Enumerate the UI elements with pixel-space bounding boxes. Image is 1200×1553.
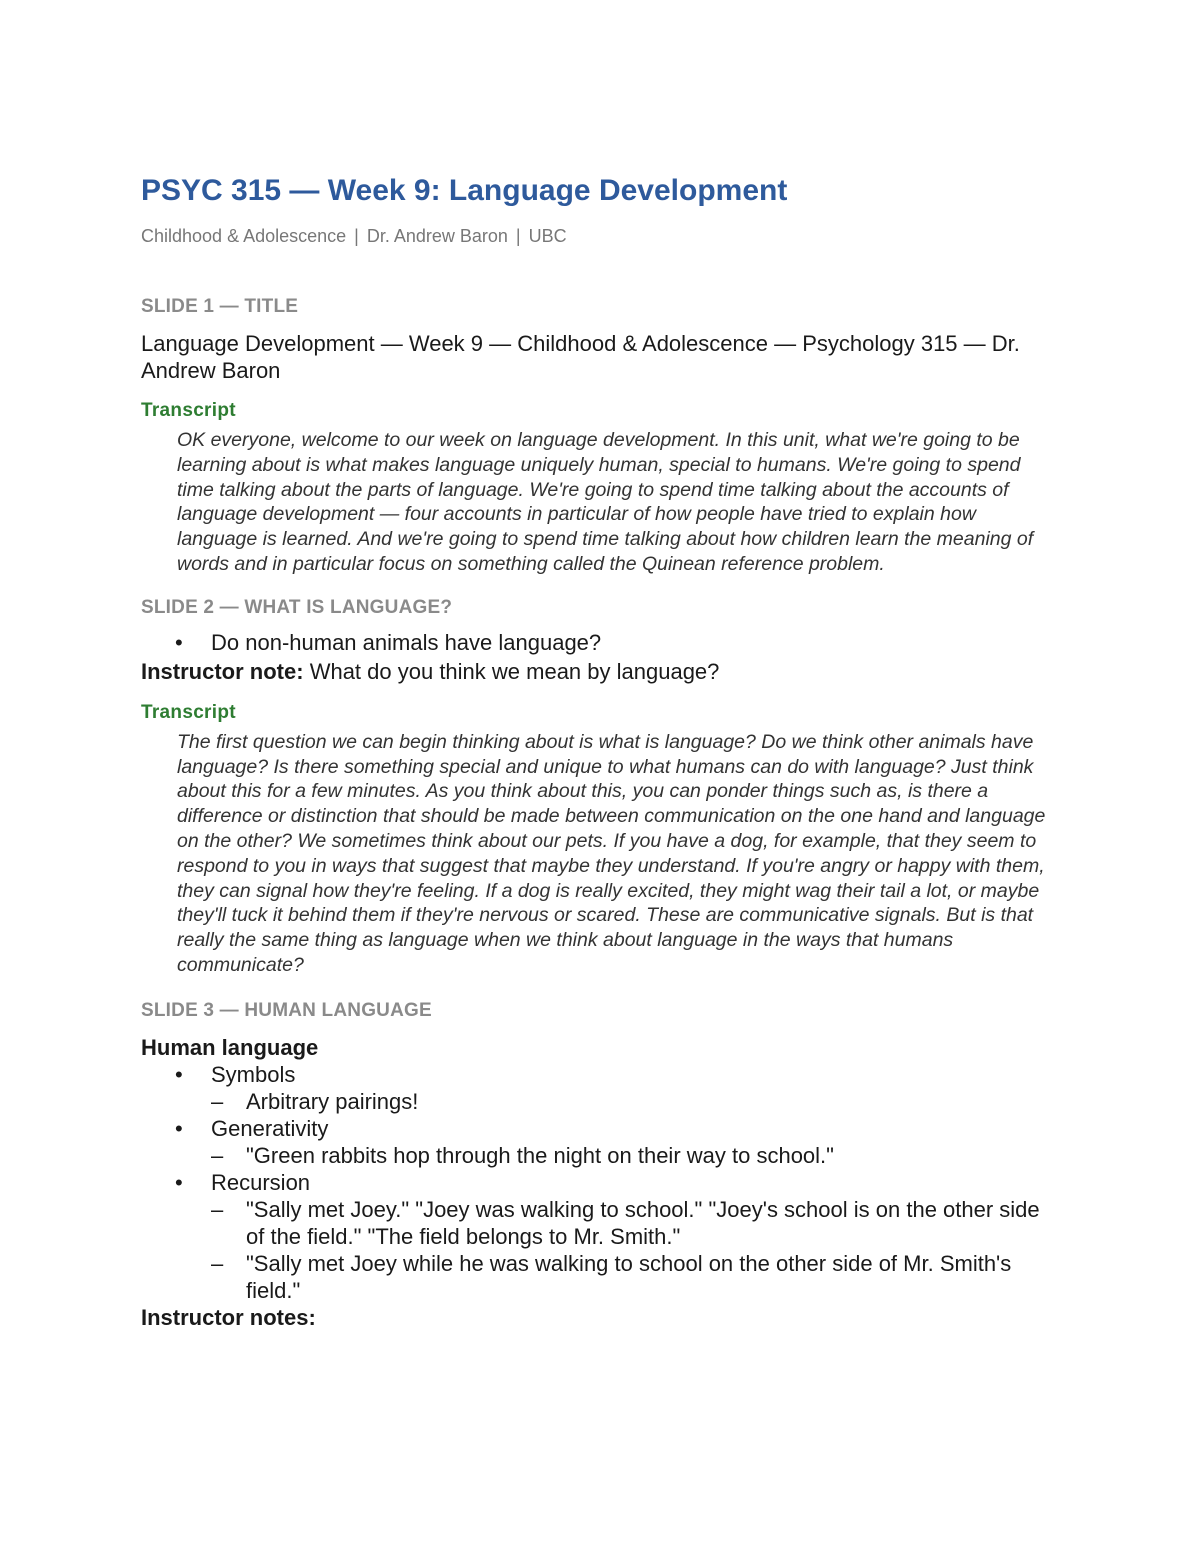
bullet-text: Symbols <box>211 1061 296 1087</box>
sub-item-text: "Green rabbits hop through the night on their way to school." <box>246 1142 834 1168</box>
bullet-text: Generativity <box>211 1115 329 1141</box>
subtitle-instructor: Dr. Andrew Baron <box>366 226 508 246</box>
dash-icon: – <box>211 1196 224 1222</box>
bullet-icon: • <box>175 1169 183 1195</box>
bullet-icon: • <box>175 1061 183 1087</box>
bullet-text: Recursion <box>211 1169 311 1195</box>
slide-3-heading: SLIDE 3 — HUMAN LANGUAGE <box>141 999 432 1021</box>
dash-icon: – <box>211 1142 224 1168</box>
slide-2-transcript-label: Transcript <box>141 701 236 723</box>
list-item <box>141 1061 1061 1088</box>
bullet-icon: • <box>175 629 183 655</box>
sub-item-text: "Sally met Joey." "Joey was walking to school." "Joey's school is on the other side of the field." "The field belongs to Mr. Smith." <box>246 1196 1040 1249</box>
subtitle-separator: | <box>354 226 359 246</box>
bullet-icon: • <box>175 1115 183 1141</box>
slide-1-transcript-label: Transcript <box>141 400 236 421</box>
slide-3-section <box>141 998 1061 1331</box>
slide-2-instructor-note <box>141 658 1061 686</box>
slide-3-instructor-notes-label: Instructor notes: <box>141 1304 316 1330</box>
subtitle-course: Childhood & Adolescence <box>141 226 347 246</box>
slide-3-bullet-list <box>141 1061 1061 1304</box>
slide-3-section-title: Human language <box>141 1034 319 1060</box>
sub-list-item <box>141 1250 1061 1304</box>
subtitle-institution: UBC <box>528 226 567 246</box>
slide-1-body: Language Development — Week 9 — Childhood & Adolescence — Psychology 315 — Dr. Andrew Baron <box>141 331 1020 383</box>
document-page <box>141 170 1061 1331</box>
subtitle-separator: | <box>515 226 521 246</box>
document-subtitle <box>141 224 1061 248</box>
slide-1-heading: SLIDE 1 — TITLE <box>141 296 299 317</box>
list-item <box>141 1169 1061 1196</box>
list-item <box>141 1115 1061 1142</box>
sub-item-text: "Sally met Joey while he was walking to school on the other side of Mr. Smith's field." <box>246 1250 1012 1303</box>
document-title: PSYC 315 — Week 9: Language Development <box>141 174 788 207</box>
dash-icon: – <box>211 1250 224 1276</box>
instructor-note-label: Instructor note: <box>141 658 304 684</box>
slide-2-heading: SLIDE 2 — WHAT IS LANGUAGE? <box>141 596 453 618</box>
instructor-note-text: What do you think we mean by language? <box>309 658 720 684</box>
sub-list-item <box>141 1088 1061 1115</box>
slide-2-transcript: The first question we can begin thinking about is what is language? Do we think other animals have language? Is there something special and unique to what humans can do with language? Just think about this for a few minutes. As you think about this, you can ponder things such as, is there a difference or distinction that should be made between communication on the one hand and language on the other? We sometimes think about our pets. If you have a dog, for example, that they seem to respond to you in ways that suggest that maybe they understand. If you're angry or happy with them, they can signal how they're feeling. If a dog is really excited, they might wag their tail a lot, or maybe they'll tuck it behind them if they're nervous or scared. These are communicative signals. But is that really the same thing as language when we think about language in the ways that humans communicate? <box>177 730 1046 976</box>
sub-list-item <box>141 1196 1061 1250</box>
slide-1-transcript: OK everyone, welcome to our week on language development. In this unit, what we're going to be learning about is what makes language uniquely human, special to humans. We're going to spend time talking about the parts of language. We're going to spend time talking about the accounts of language development — four accounts in particular of how people have tried to explain how language is learned. And we're going to spend time talking about how children learn the meaning of words and in particular focus on something called the Quinean reference problem. <box>177 429 1034 575</box>
dash-icon: – <box>211 1088 224 1114</box>
sub-list-item <box>141 1142 1061 1169</box>
slide-1-section <box>141 294 1061 577</box>
slide-2-section <box>141 595 1061 978</box>
bullet-text: Do non-human animals have language? <box>211 629 602 655</box>
list-item <box>141 629 1061 656</box>
sub-item-text: Arbitrary pairings! <box>246 1088 419 1114</box>
slide-2-bullet-list <box>141 629 1061 656</box>
